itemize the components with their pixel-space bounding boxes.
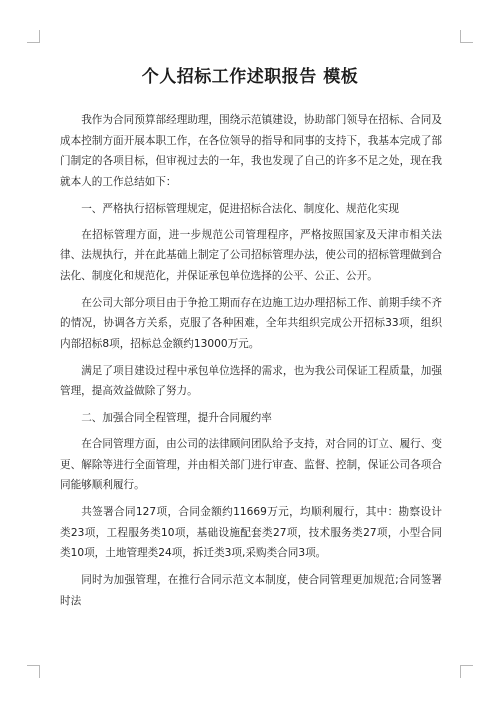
paragraph: 在招标管理方面，进一步规范公司管理程序，严格按照国家及天津市相关法律、法规执行，并在此基础上制定了公司招标管理办法，使公司的招标管理做到合法化、制度化和规范化，并保证承包单位选择的公平、公正、公开。 [60, 228, 442, 282]
section-heading-1: 一、严格执行招标管理规定，促进招标合法化、制度化、规范化实现 [81, 202, 399, 215]
crop-mark-bottom-right [460, 665, 473, 678]
paragraph: 满足了项目建设过程中承包单位选择的需求，也为我公司保证工程质量，加强管理，提高效益做除了努力。 [60, 364, 442, 398]
paragraph: 在合同管理方面，由公司的法律顾问团队给予支持，对合同的订立、履行、变更、解除等进行全面管理，并由相关部门进行审查、监督、控制，保证公司各项合同能够顺利履行。 [60, 437, 442, 492]
section-heading-2: 二、加强合同全程管理，提升合同履约率 [81, 412, 272, 425]
crop-mark-bottom-left [27, 665, 40, 678]
paragraph: 共签署合同127项，合同金额约11669万元，均顺利履行，其中：勘察设计类23项，工程服务类10项，基础设施配套类27项，技术服务类27项，小型合同类10项，土地管理类24项，拆迁类3项,采购类合同3项。 [60, 505, 442, 560]
crop-mark-top-left [27, 30, 40, 43]
paragraph-intro: 我作为合同预算部经理助理，围绕示范镇建设，协助部门领导在招标、合同及成本控制方面开展本职工作，在各位领导的指导和同事的支持下，我基本完成了部门制定的各项目标，但审视过去的一年，我也发现了自己的许多不足之处，现在我就本人的工作总结如下： [60, 114, 442, 189]
crop-mark-top-right [460, 30, 473, 43]
paragraph: 同时为加强管理，在推行合同示范文本制度，使合同管理更加规范;合同签署时法 [60, 574, 442, 607]
document-body [60, 110, 442, 617]
paragraph: 在公司大部分项目由于争抢工期而存在边施工边办理招标工作、前期手续不齐的情况，协调各方关系，克服了各种困难，全年共组织完成公开招标33项，组织内部招标8项，招标总金额约13000万元。 [60, 296, 442, 351]
document-title: 个人招标工作述职报告 模板 [141, 67, 359, 87]
